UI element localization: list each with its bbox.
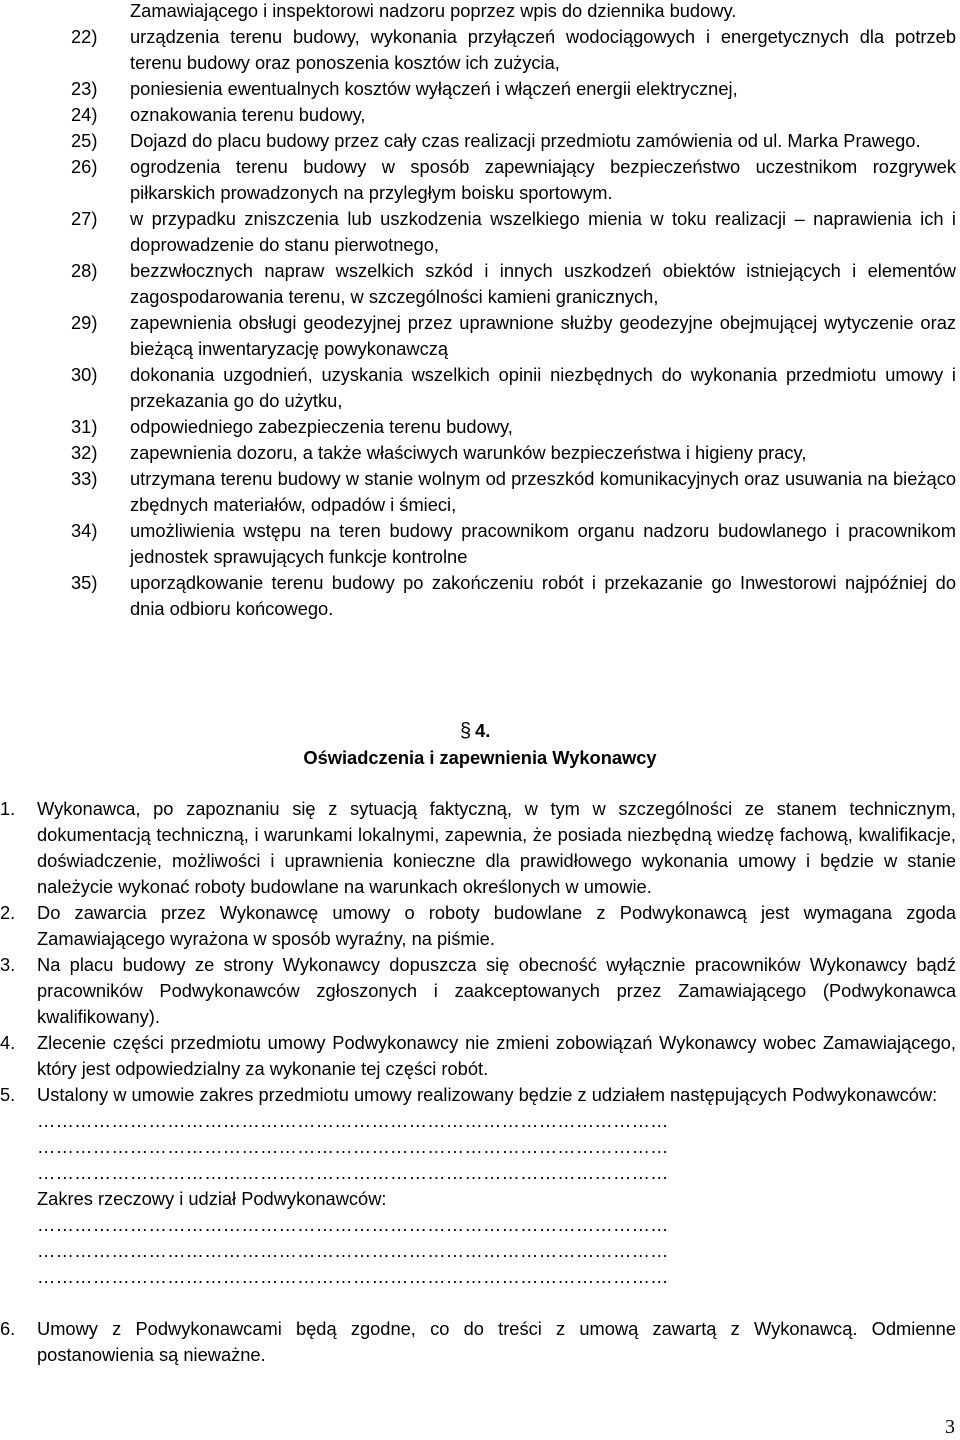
page-number: 3 (945, 1416, 955, 1438)
list-item (0, 796, 956, 900)
item-number: 6. (0, 1318, 16, 1339)
item-number: 30) (71, 364, 98, 385)
item-number: 4. (0, 1032, 16, 1053)
fill-in-line: ………………………………………………………………………………………… (37, 1214, 669, 1235)
item-number: 2. (0, 902, 16, 923)
continued-paragraph: Zamawiającego i inspektorowi nadzoru poprzez wpis do dziennika budowy. (130, 0, 737, 21)
list-item (0, 1082, 956, 1108)
item-text: urządzenia terenu budowy, wykonania przyłączeń wodociągowych i energetycznych dla potrzeb terenu budowy oraz ponoszenia kosztów ich zużycia, (130, 26, 956, 73)
fill-in-line: ………………………………………………………………………………………… (37, 1136, 669, 1157)
list-item (0, 206, 956, 258)
fill-in-line: ………………………………………………………………………………………… (37, 1110, 669, 1131)
item-text: Wykonawca, po zapoznaniu się z sytuacją faktyczną, w tym w szczególności ze stanem technicznym, dokumentacją techniczną, i warunkami lokalnymi, zapewnia, że posiada niezbędną wiedzę fachową, kwalifikacje, doświadczenie, możliwości i uprawnienia konieczne dla prawidłowego wykonania umowy i będzie w stanie należycie wykonać roboty budowlane na warunkach określonych w umowie. (37, 798, 956, 897)
item-number: 22) (71, 26, 98, 47)
item-text: Na placu budowy ze strony Wykonawcy dopuszcza się obecność wyłącznie pracowników Wykonawcy bądź pracowników Podwykonawców zgłoszonych i zaakceptowanych przez Zamawiającego (Podwykonawca kwalifikowany). (37, 954, 956, 1027)
item-number: 26) (71, 156, 98, 177)
section-title: Oświadczenia i zapewnienia Wykonawcy (303, 747, 657, 768)
item-number: 33) (71, 468, 98, 489)
fill-in-line: ………………………………………………………………………………………… (37, 1240, 669, 1261)
list-item (0, 570, 956, 622)
item-text: Zlecenie części przedmiotu umowy Podwykonawcy nie zmieni zobowiązań Wykonawcy wobec Zamawiającego, który jest odpowiedzialny za wykonanie tej części robót. (37, 1032, 956, 1079)
item-text: odpowiedniego zabezpieczenia terenu budowy, (130, 416, 513, 437)
item-text: zapewnienia obsługi geodezyjnej przez uprawnione służby geodezyjne obejmującej wytyczenie oraz bieżącą inwentaryzację powykonawczą (130, 312, 956, 359)
list-item (0, 1030, 956, 1082)
item-text: Ustalony w umowie zakres przedmiotu umowy realizowany będzie z udziałem następujących Podwykonawców: (37, 1084, 938, 1105)
list-item (0, 466, 956, 518)
section-number (460, 718, 490, 744)
item-number: 25) (71, 130, 98, 151)
item-number: 31) (71, 416, 98, 437)
item-text: Dojazd do placu budowy przez cały czas realizacji przedmiotu zamówienia od ul. Marka Prawego. (130, 130, 921, 151)
list-item (0, 518, 956, 570)
item-number: 35) (71, 572, 98, 593)
item-text: uporządkowanie terenu budowy po zakończeniu robót i przekazanie go Inwestorowi najpóźniej do dnia odbioru końcowego. (130, 572, 956, 619)
list-item (0, 952, 956, 1030)
obligations-list (0, 24, 956, 622)
item-text: oznakowania terenu budowy, (130, 104, 366, 125)
list-item (0, 362, 956, 414)
list-item (0, 258, 956, 310)
item-text: ogrodzenia terenu budowy w sposób zapewniający bezpieczeństwo uczestnikom rozgrywek piłkarskich prowadzonych na przyległym boisku sportowym. (130, 156, 956, 203)
scope-label: Zakres rzeczowy i udział Podwykonawców: (37, 1188, 387, 1209)
statements-list (0, 796, 956, 1368)
list-item (0, 1316, 956, 1368)
fill-in-line: ………………………………………………………………………………………… (37, 1266, 669, 1287)
item-text: umożliwienia wstępu na teren budowy pracownikom organu nadzoru budowlanego i pracownikom jednostek sprawujących funkcje kontrolne (130, 520, 956, 567)
item-number: 24) (71, 104, 98, 125)
list-item (0, 154, 956, 206)
item-number: 27) (71, 208, 98, 229)
item-number: 34) (71, 520, 98, 541)
item-number: 23) (71, 78, 98, 99)
item-text: Do zawarcia przez Wykonawcę umowy o roboty budowlane z Podwykonawcą jest wymagana zgoda Zamawiającego wyrażona w sposób wyraźny, na piśmie. (37, 902, 956, 949)
item-text: utrzymana terenu budowy w stanie wolnym od przeszkód komunikacyjnych oraz usuwania na bieżąco zbędnych materiałów, odpadów i śmieci, (130, 468, 956, 515)
item-text: zapewnienia dozoru, a także właściwych warunków bezpieczeństwa i higieny pracy, (130, 442, 807, 463)
item-text: bezzwłocznych napraw wszelkich szkód i innych uszkodzeń obiektów istniejących i elementów zagospodarowania terenu, w szczególności kamieni granicznych, (130, 260, 956, 307)
list-item (0, 310, 956, 362)
list-item (0, 414, 956, 440)
fill-in-line: ………………………………………………………………………………………… (37, 1162, 669, 1183)
item-text: dokonania uzgodnień, uzyskania wszelkich opinii niezbędnych do wykonania przedmiotu umowy i przekazania go do użytku, (130, 364, 956, 411)
item-number: 28) (71, 260, 98, 281)
item-number: 1. (0, 798, 16, 819)
list-item (0, 76, 956, 102)
item-text: w przypadku zniszczenia lub uszkodzenia wszelkiego mienia w toku realizacji – naprawienia ich i doprowadzenie do stanu pierwotnego, (130, 208, 956, 255)
item-text: poniesienia ewentualnych kosztów wyłączeń i włączeń energii elektrycznej, (130, 78, 738, 99)
item-number: 29) (71, 312, 98, 333)
section-number-text: 4. (475, 720, 491, 741)
blank-line (0, 1290, 956, 1316)
paragraph-symbol: § (460, 720, 472, 742)
item-number: 3. (0, 954, 16, 975)
list-item (0, 102, 956, 128)
list-item (0, 900, 956, 952)
item-number: 5. (0, 1084, 16, 1105)
list-item (0, 24, 956, 76)
item-text: Umowy z Podwykonawcami będą zgodne, co do treści z umową zawartą z Wykonawcą. Odmienne postanowienia są nieważne. (37, 1318, 956, 1365)
list-item (0, 128, 956, 154)
item-number: 32) (71, 442, 98, 463)
list-item (0, 440, 956, 466)
